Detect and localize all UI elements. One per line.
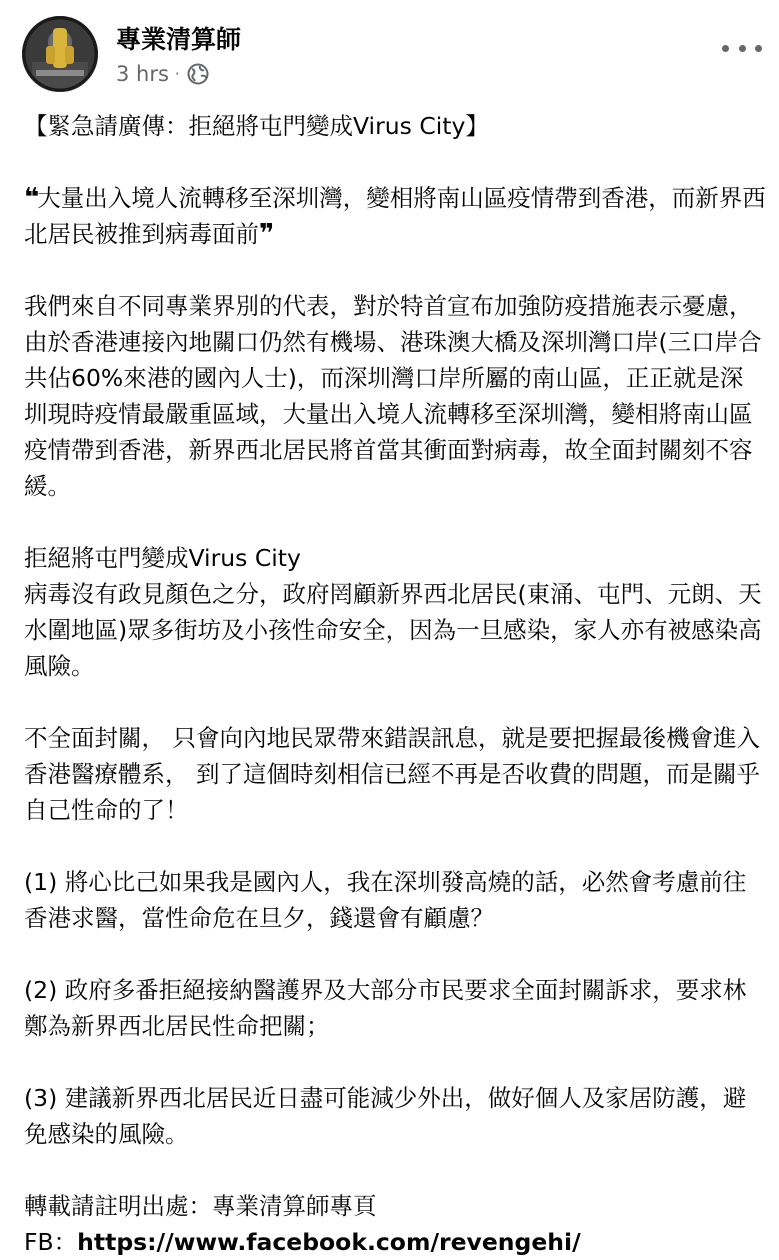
- more-options-button[interactable]: [722, 38, 762, 58]
- page-name[interactable]: 專業清算師: [116, 25, 242, 54]
- post-header: [0, 0, 779, 100]
- point-1: (1) 將心比己如果我是國內人，我在深圳發高燒的話，必然會考慮前往香港求醫，當性命危在旦夕，錢還會有顧慮？: [24, 868, 747, 932]
- more-dot: [739, 45, 746, 52]
- quote-close-icon: ❞: [259, 219, 273, 249]
- paragraph-intro: 我們來自不同專業界別的代表，對於特首宣布加強防疫措施表示憂慮，由於香港連接內地關口仍然有機場、港珠澳大橋及深圳灣口岸(三口岸合共佔60%來港的國內人士)，而深圳灣口岸所屬的南山區，正正就是深圳現時疫情最嚴重區域，大量出入境人流轉移至深圳灣，變相將南山區疫情帶到香港，新界西北居民將首當其衝面對病毒，故全面封關刻不容緩。: [24, 292, 762, 500]
- fb-label: FB：: [24, 1228, 78, 1256]
- quote-text: 大量出入境人流轉移至深圳灣，變相將南山區疫情帶到香港，而新界西北居民被推到病毒面前: [24, 184, 766, 248]
- more-dot: [755, 45, 762, 52]
- avatar-image: [22, 16, 98, 92]
- more-dot: [722, 45, 729, 52]
- facebook-line: [24, 1224, 766, 1260]
- section-heading: 拒絕將屯門變成Virus City: [24, 544, 301, 572]
- paragraph-border: 不全面封關， 只會向內地民眾帶來錯誤訊息，就是要把握最後機會進入香港醫療體系， 到了這個時刻相信已經不再是否收費的問題，而是關乎自己性命的了！: [24, 724, 760, 824]
- point-2: (2) 政府多番拒絕接納醫護界及大部分市民要求全面封關訴求，要求林鄭為新界西北居民性命把關；: [24, 976, 747, 1040]
- post-timestamp[interactable]: 3 hrs: [116, 62, 169, 86]
- meta-separator: ·: [174, 65, 180, 83]
- page-avatar[interactable]: [22, 16, 98, 92]
- quote-open-icon: ❝: [24, 183, 38, 213]
- post-meta: [116, 60, 209, 88]
- facebook-url-link[interactable]: https://www.facebook.com/revengehi/: [77, 1228, 581, 1256]
- source-note: 轉載請註明出處：專業清算師專頁: [24, 1192, 377, 1220]
- post-title: 【緊急請廣傳：拒絕將屯門變成Virus City】: [24, 112, 489, 140]
- paragraph-virus: 病毒沒有政見顏色之分，政府罔顧新界西北居民(東涌、屯門、元朗、天水圍地區)眾多街坊及小孩性命安全，因為一旦感染，家人亦有被感染高風險。: [24, 580, 762, 680]
- pull-quote: [24, 180, 766, 252]
- post-body: [24, 108, 766, 1260]
- globe-icon[interactable]: [187, 63, 209, 85]
- point-3: (3) 建議新界西北居民近日盡可能減少外出，做好個人及家居防護，避免感染的風險。: [24, 1084, 747, 1148]
